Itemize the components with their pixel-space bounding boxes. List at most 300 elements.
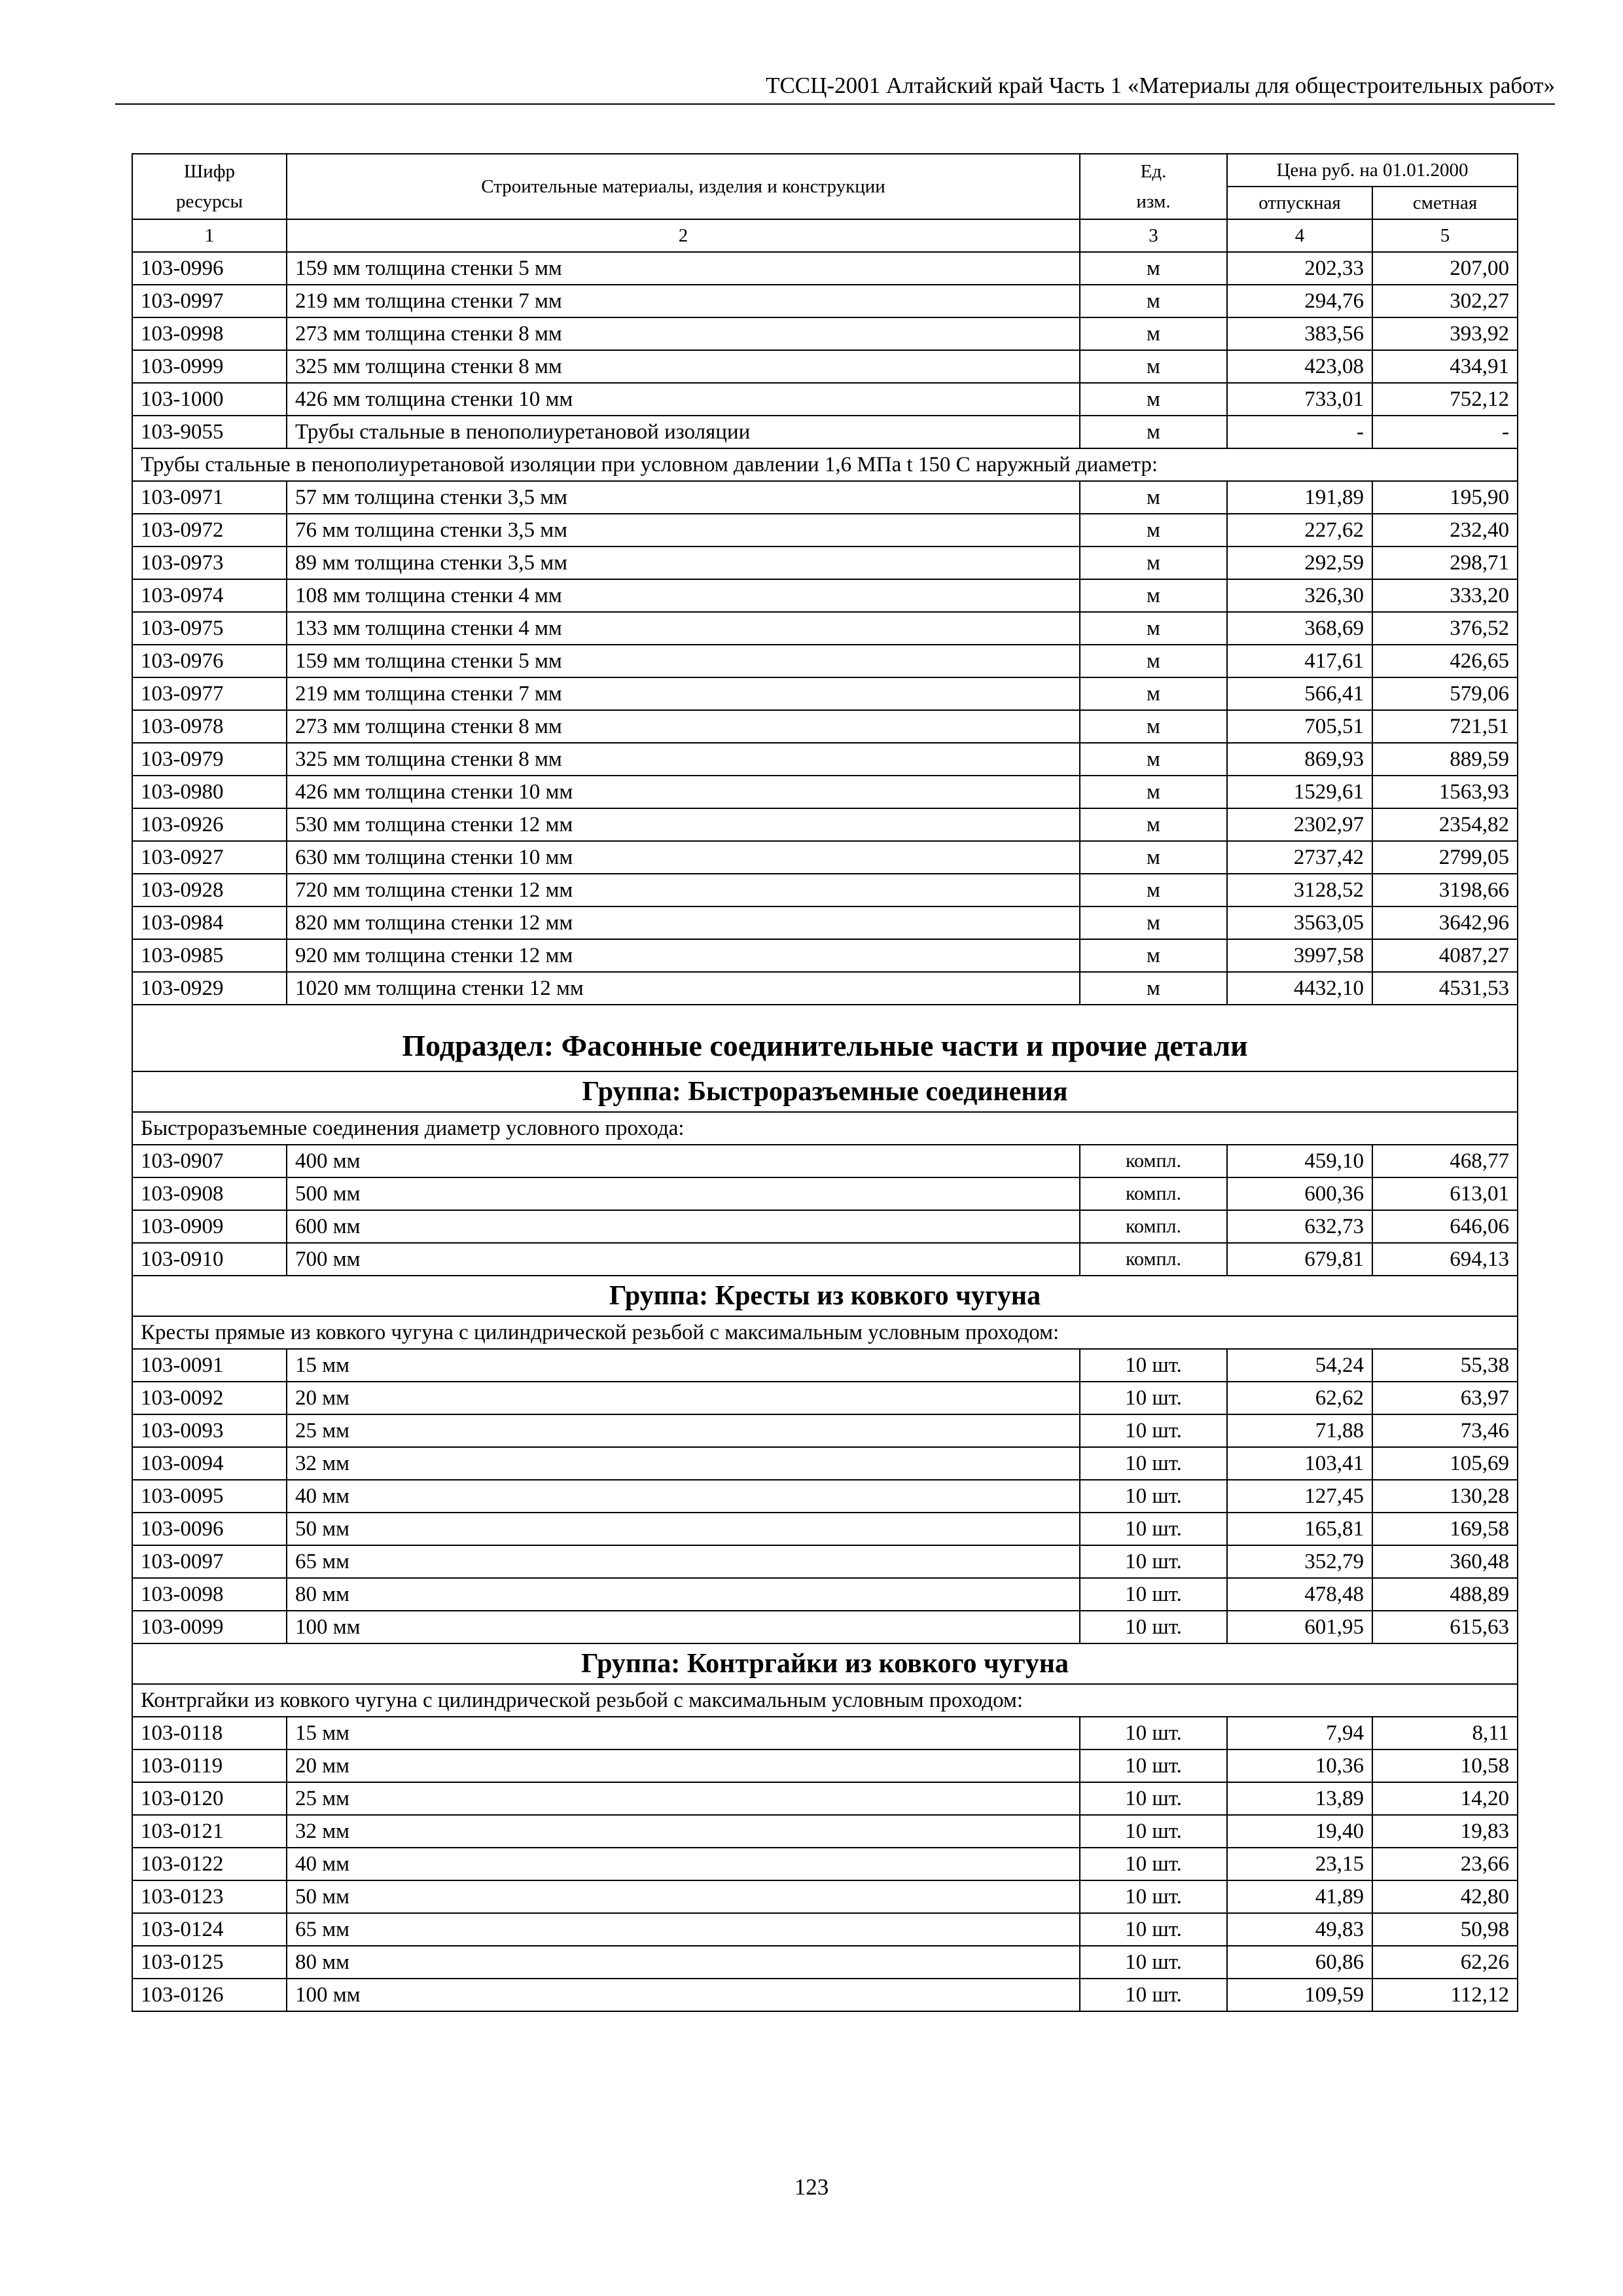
- price-estimate: 232,40: [1372, 514, 1518, 547]
- price-release: 13,89: [1227, 1782, 1372, 1815]
- note-row: [132, 1316, 1518, 1349]
- resource-code: 103-0095: [132, 1480, 287, 1513]
- price-estimate: 579,06: [1372, 677, 1518, 710]
- table-row: [132, 1210, 1518, 1243]
- resource-code: 103-0977: [132, 677, 287, 710]
- resource-code: 103-0996: [132, 252, 287, 285]
- unit: м: [1080, 743, 1227, 776]
- resource-code: 103-0119: [132, 1749, 287, 1782]
- resource-code: 103-0927: [132, 841, 287, 874]
- price-estimate: 2354,82: [1372, 808, 1518, 841]
- table-row: [132, 1611, 1518, 1643]
- header-unit: [1080, 154, 1227, 219]
- resource-code: 103-0096: [132, 1513, 287, 1545]
- price-estimate: 3642,96: [1372, 906, 1518, 939]
- resource-code: 103-0124: [132, 1913, 287, 1946]
- material-name: 25 мм: [287, 1414, 1080, 1447]
- unit: м: [1080, 416, 1227, 448]
- resource-code: 103-0122: [132, 1848, 287, 1880]
- price-release: 227,62: [1227, 514, 1372, 547]
- resource-code: 103-0092: [132, 1382, 287, 1414]
- unit: компл.: [1080, 1177, 1227, 1210]
- price-estimate: 752,12: [1372, 383, 1518, 416]
- unit: м: [1080, 285, 1227, 317]
- price-release: 191,89: [1227, 481, 1372, 514]
- price-release: 2302,97: [1227, 808, 1372, 841]
- price-release: 2737,42: [1227, 841, 1372, 874]
- table-row: [132, 939, 1518, 972]
- material-name: 426 мм толщина стенки 10 мм: [287, 776, 1080, 808]
- unit: м: [1080, 481, 1227, 514]
- table-row: [132, 743, 1518, 776]
- price-estimate: 55,38: [1372, 1349, 1518, 1382]
- table-row: [132, 481, 1518, 514]
- price-release: 368,69: [1227, 612, 1372, 645]
- table-row: [132, 1848, 1518, 1880]
- group-row: [132, 1276, 1518, 1316]
- table-row: [132, 1880, 1518, 1913]
- table-row: [132, 547, 1518, 579]
- resource-code: 103-0121: [132, 1815, 287, 1848]
- subsection-block: [132, 1005, 1518, 1145]
- material-name: 80 мм: [287, 1946, 1080, 1979]
- price-release: 103,41: [1227, 1447, 1372, 1480]
- resource-code: 103-0973: [132, 547, 287, 579]
- material-name: 530 мм толщина стенки 12 мм: [287, 808, 1080, 841]
- unit: 10 шт.: [1080, 1815, 1227, 1848]
- price-estimate: 721,51: [1372, 710, 1518, 743]
- material-name: 25 мм: [287, 1782, 1080, 1815]
- material-name: 20 мм: [287, 1382, 1080, 1414]
- price-estimate: 4531,53: [1372, 972, 1518, 1005]
- table-row: [132, 972, 1518, 1005]
- group-title: Группа: Кресты из ковкого чугуна: [132, 1276, 1518, 1316]
- resource-code: 103-0909: [132, 1210, 287, 1243]
- table-row: [132, 645, 1518, 677]
- group-row: [132, 1071, 1518, 1112]
- note-row: [132, 1684, 1518, 1717]
- group-row: [132, 1643, 1518, 1684]
- resource-code: 103-0980: [132, 776, 287, 808]
- price-release: 294,76: [1227, 285, 1372, 317]
- material-name: 273 мм толщина стенки 8 мм: [287, 317, 1080, 350]
- price-estimate: 112,12: [1372, 1979, 1518, 2011]
- material-name: 426 мм толщина стенки 10 мм: [287, 383, 1080, 416]
- unit: 10 шт.: [1080, 1545, 1227, 1578]
- table-row: [132, 906, 1518, 939]
- table-row: [132, 1913, 1518, 1946]
- resource-code: 103-0979: [132, 743, 287, 776]
- header-code: [132, 154, 287, 219]
- resource-code: 103-0985: [132, 939, 287, 972]
- resource-code: 103-0094: [132, 1447, 287, 1480]
- resource-code: 103-0926: [132, 808, 287, 841]
- material-name: 273 мм толщина стенки 8 мм: [287, 710, 1080, 743]
- unit: 10 шт.: [1080, 1611, 1227, 1643]
- table-row: [132, 1782, 1518, 1815]
- note-text: Кресты прямые из ковкого чугуна с цилиндрической резьбой с максимальным условным проходом:: [132, 1316, 1518, 1349]
- table-row: [132, 1382, 1518, 1414]
- price-release: 4432,10: [1227, 972, 1372, 1005]
- price-release: 3128,52: [1227, 874, 1372, 906]
- material-name: 32 мм: [287, 1815, 1080, 1848]
- price-release: 632,73: [1227, 1210, 1372, 1243]
- price-release: 733,01: [1227, 383, 1372, 416]
- resource-code: 103-0907: [132, 1145, 287, 1177]
- table-row: [132, 1578, 1518, 1611]
- resource-code: 103-0974: [132, 579, 287, 612]
- price-release: 292,59: [1227, 547, 1372, 579]
- table-row: [132, 317, 1518, 350]
- price-estimate: 434,91: [1372, 350, 1518, 383]
- price-estimate: 130,28: [1372, 1480, 1518, 1513]
- unit: 10 шт.: [1080, 1782, 1227, 1815]
- price-estimate: 488,89: [1372, 1578, 1518, 1611]
- material-name: 219 мм толщина стенки 7 мм: [287, 285, 1080, 317]
- price-estimate: 19,83: [1372, 1815, 1518, 1848]
- price-release: 71,88: [1227, 1414, 1372, 1447]
- unit: м: [1080, 514, 1227, 547]
- price-release: 41,89: [1227, 1880, 1372, 1913]
- unit: м: [1080, 906, 1227, 939]
- table-row: [132, 285, 1518, 317]
- resource-code: 103-0978: [132, 710, 287, 743]
- unit: компл.: [1080, 1210, 1227, 1243]
- unit: м: [1080, 710, 1227, 743]
- price-estimate: 169,58: [1372, 1513, 1518, 1545]
- material-name: 108 мм толщина стенки 4 мм: [287, 579, 1080, 612]
- unit: 10 шт.: [1080, 1513, 1227, 1545]
- price-release: 423,08: [1227, 350, 1372, 383]
- resource-code: 103-0097: [132, 1545, 287, 1578]
- resource-code: 103-0910: [132, 1243, 287, 1276]
- rows-pipes-ppu-a: [132, 252, 1518, 416]
- note-text: Быстроразъемные соединения диаметр условного прохода:: [132, 1112, 1518, 1145]
- unit: 10 шт.: [1080, 1447, 1227, 1480]
- price-estimate: 10,58: [1372, 1749, 1518, 1782]
- table-row: [132, 1513, 1518, 1545]
- price-release: 7,94: [1227, 1717, 1372, 1749]
- unit: 10 шт.: [1080, 1349, 1227, 1382]
- unit: м: [1080, 841, 1227, 874]
- price-estimate: 42,80: [1372, 1880, 1518, 1913]
- table-row: [132, 841, 1518, 874]
- group-crosses-block: [132, 1276, 1518, 1349]
- price-release: 1529,61: [1227, 776, 1372, 808]
- note-row: [132, 1112, 1518, 1145]
- unit: м: [1080, 776, 1227, 808]
- unit: компл.: [1080, 1145, 1227, 1177]
- price-estimate: 302,27: [1372, 285, 1518, 317]
- unit: м: [1080, 383, 1227, 416]
- rows-crosses: [132, 1349, 1518, 1643]
- material-name: 100 мм: [287, 1611, 1080, 1643]
- resource-code: 103-0093: [132, 1414, 287, 1447]
- resource-code: 103-0984: [132, 906, 287, 939]
- resource-code: 103-0971: [132, 481, 287, 514]
- table-row: [132, 1177, 1518, 1210]
- note-row: [132, 448, 1518, 481]
- resource-code: 103-0126: [132, 1979, 287, 2011]
- material-name: 133 мм толщина стенки 4 мм: [287, 612, 1080, 645]
- material-name: 700 мм: [287, 1243, 1080, 1276]
- unit: 10 шт.: [1080, 1717, 1227, 1749]
- price-estimate: 14,20: [1372, 1782, 1518, 1815]
- material-name: 57 мм толщина стенки 3,5 мм: [287, 481, 1080, 514]
- table-row: [132, 383, 1518, 416]
- header-price-estimate: сметная: [1372, 187, 1518, 219]
- material-name: 159 мм толщина стенки 5 мм: [287, 252, 1080, 285]
- price-estimate: 63,97: [1372, 1382, 1518, 1414]
- price-release: 679,81: [1227, 1243, 1372, 1276]
- table-row: [132, 514, 1518, 547]
- table-row: [132, 1349, 1518, 1382]
- column-number: 3: [1080, 219, 1227, 252]
- row-pipes-ppu-header: [132, 416, 1518, 481]
- price-estimate: 1563,93: [1372, 776, 1518, 808]
- resource-code: 103-0999: [132, 350, 287, 383]
- price-release: 127,45: [1227, 1480, 1372, 1513]
- header-price-release: отпускная: [1227, 187, 1372, 219]
- resource-code: 103-0972: [132, 514, 287, 547]
- table-row: [132, 1946, 1518, 1979]
- price-release: 600,36: [1227, 1177, 1372, 1210]
- price-release: 54,24: [1227, 1349, 1372, 1382]
- unit: м: [1080, 972, 1227, 1005]
- rows-pipes-ppu-c: [132, 481, 1518, 1005]
- price-estimate: 615,63: [1372, 1611, 1518, 1643]
- unit: 10 шт.: [1080, 1848, 1227, 1880]
- material-name: 159 мм толщина стенки 5 мм: [287, 645, 1080, 677]
- material-name: 325 мм толщина стенки 8 мм: [287, 743, 1080, 776]
- resource-code: 103-9055: [132, 416, 287, 448]
- table-row: [132, 874, 1518, 906]
- material-name: 219 мм толщина стенки 7 мм: [287, 677, 1080, 710]
- header-rule: [115, 103, 1555, 105]
- table-row: [132, 1717, 1518, 1749]
- price-estimate: 298,71: [1372, 547, 1518, 579]
- page-number: 123: [794, 2174, 829, 2200]
- header-price: Цена руб. на 01.01.2000: [1227, 154, 1518, 187]
- price-estimate: -: [1372, 416, 1518, 448]
- price-release: 3997,58: [1227, 939, 1372, 972]
- table-row: [132, 677, 1518, 710]
- header-code-label: Шифр ресурсы: [176, 161, 243, 212]
- price-estimate: 4087,27: [1372, 939, 1518, 972]
- table-row: [132, 710, 1518, 743]
- price-release: 417,61: [1227, 645, 1372, 677]
- subsection-title: Подраздел: Фасонные соединительные части и прочие детали: [132, 1005, 1518, 1071]
- column-number: 5: [1372, 219, 1518, 252]
- column-number: 1: [132, 219, 287, 252]
- material-name: 32 мм: [287, 1447, 1080, 1480]
- table-row: [132, 252, 1518, 285]
- price-release: 478,48: [1227, 1578, 1372, 1611]
- unit: 10 шт.: [1080, 1578, 1227, 1611]
- price-estimate: 646,06: [1372, 1210, 1518, 1243]
- table-row: [132, 416, 1518, 448]
- price-release: 19,40: [1227, 1815, 1372, 1848]
- price-release: 10,36: [1227, 1749, 1372, 1782]
- price-estimate: 2799,05: [1372, 841, 1518, 874]
- price-estimate: 195,90: [1372, 481, 1518, 514]
- price-estimate: 468,77: [1372, 1145, 1518, 1177]
- resource-code: 103-1000: [132, 383, 287, 416]
- unit: 10 шт.: [1080, 1414, 1227, 1447]
- price-estimate: 62,26: [1372, 1946, 1518, 1979]
- material-name: 89 мм толщина стенки 3,5 мм: [287, 547, 1080, 579]
- material-name: 100 мм: [287, 1979, 1080, 2011]
- unit: компл.: [1080, 1243, 1227, 1276]
- rows-locknuts: [132, 1717, 1518, 2011]
- table-row: [132, 1447, 1518, 1480]
- table-row: [132, 1815, 1518, 1848]
- material-name: 50 мм: [287, 1880, 1080, 1913]
- price-release: -: [1227, 416, 1372, 448]
- price-release: 326,30: [1227, 579, 1372, 612]
- table-row: [132, 350, 1518, 383]
- header-name: Строительные материалы, изделия и конструкции: [287, 154, 1080, 219]
- price-estimate: 23,66: [1372, 1848, 1518, 1880]
- price-estimate: 376,52: [1372, 612, 1518, 645]
- unit: м: [1080, 547, 1227, 579]
- price-release: 869,93: [1227, 743, 1372, 776]
- material-name: 325 мм толщина стенки 8 мм: [287, 350, 1080, 383]
- resource-code: 103-0099: [132, 1611, 287, 1643]
- rows-quick-connect: [132, 1145, 1518, 1276]
- price-release: 60,86: [1227, 1946, 1372, 1979]
- material-name: 630 мм толщина стенки 10 мм: [287, 841, 1080, 874]
- resource-code: 103-0120: [132, 1782, 287, 1815]
- resource-code: 103-0929: [132, 972, 287, 1005]
- material-name: 65 мм: [287, 1545, 1080, 1578]
- price-release: 705,51: [1227, 710, 1372, 743]
- unit: 10 шт.: [1080, 1480, 1227, 1513]
- resource-code: 103-0118: [132, 1717, 287, 1749]
- unit: 10 шт.: [1080, 1979, 1227, 2011]
- material-name: 40 мм: [287, 1848, 1080, 1880]
- header-unit-label: Ед. изм.: [1136, 161, 1171, 212]
- price-release: 202,33: [1227, 252, 1372, 285]
- price-release: 459,10: [1227, 1145, 1372, 1177]
- price-table: [132, 153, 1518, 2012]
- unit: 10 шт.: [1080, 1382, 1227, 1414]
- material-name: 15 мм: [287, 1349, 1080, 1382]
- unit: 10 шт.: [1080, 1749, 1227, 1782]
- material-name: 820 мм толщина стенки 12 мм: [287, 906, 1080, 939]
- unit: м: [1080, 579, 1227, 612]
- resource-code: 103-0098: [132, 1578, 287, 1611]
- price-release: 62,62: [1227, 1382, 1372, 1414]
- price-release: 566,41: [1227, 677, 1372, 710]
- subsection-row: [132, 1005, 1518, 1071]
- table-row: [132, 612, 1518, 645]
- price-release: 23,15: [1227, 1848, 1372, 1880]
- resource-code: 103-0975: [132, 612, 287, 645]
- table-row: [132, 1480, 1518, 1513]
- unit: 10 шт.: [1080, 1913, 1227, 1946]
- material-name: 20 мм: [287, 1749, 1080, 1782]
- unit: м: [1080, 874, 1227, 906]
- price-estimate: 50,98: [1372, 1913, 1518, 1946]
- table-row: [132, 1243, 1518, 1276]
- unit: 10 шт.: [1080, 1880, 1227, 1913]
- price-release: 109,59: [1227, 1979, 1372, 2011]
- material-name: 40 мм: [287, 1480, 1080, 1513]
- note-text: Контргайки из ковкого чугуна с цилиндрической резьбой с максимальным условным проходом:: [132, 1684, 1518, 1717]
- resource-code: 103-0123: [132, 1880, 287, 1913]
- price-release: 49,83: [1227, 1913, 1372, 1946]
- price-estimate: 73,46: [1372, 1414, 1518, 1447]
- unit: м: [1080, 317, 1227, 350]
- price-estimate: 207,00: [1372, 252, 1518, 285]
- column-number-row: [132, 219, 1518, 252]
- price-release: 165,81: [1227, 1513, 1372, 1545]
- price-estimate: 3198,66: [1372, 874, 1518, 906]
- price-estimate: 360,48: [1372, 1545, 1518, 1578]
- material-name: 50 мм: [287, 1513, 1080, 1545]
- table-row: [132, 1749, 1518, 1782]
- material-name: 400 мм: [287, 1145, 1080, 1177]
- resource-code: 103-0908: [132, 1177, 287, 1210]
- material-name: 80 мм: [287, 1578, 1080, 1611]
- table-row: [132, 1545, 1518, 1578]
- unit: 10 шт.: [1080, 1946, 1227, 1979]
- price-estimate: 8,11: [1372, 1717, 1518, 1749]
- table-row: [132, 776, 1518, 808]
- unit: м: [1080, 252, 1227, 285]
- price-release: 352,79: [1227, 1545, 1372, 1578]
- material-name: 920 мм толщина стенки 12 мм: [287, 939, 1080, 972]
- resource-code: 103-0997: [132, 285, 287, 317]
- resource-code: 103-0976: [132, 645, 287, 677]
- table-row: [132, 579, 1518, 612]
- unit: м: [1080, 808, 1227, 841]
- table-row: [132, 1979, 1518, 2011]
- note-text: Трубы стальные в пенополиуретановой изоляции при условном давлении 1,6 МПа t 150 С наружный диаметр:: [132, 448, 1518, 481]
- table-row: [132, 808, 1518, 841]
- resource-code: 103-0998: [132, 317, 287, 350]
- material-name: 65 мм: [287, 1913, 1080, 1946]
- table-row: [132, 1414, 1518, 1447]
- unit: м: [1080, 350, 1227, 383]
- material-name: Трубы стальные в пенополиуретановой изоляции: [287, 416, 1080, 448]
- column-number: 2: [287, 219, 1080, 252]
- material-name: 76 мм толщина стенки 3,5 мм: [287, 514, 1080, 547]
- price-estimate: 613,01: [1372, 1177, 1518, 1210]
- unit: м: [1080, 677, 1227, 710]
- group-title: Группа: Быстроразъемные соединения: [132, 1071, 1518, 1112]
- price-release: 3563,05: [1227, 906, 1372, 939]
- material-name: 600 мм: [287, 1210, 1080, 1243]
- column-number: 4: [1227, 219, 1372, 252]
- resource-code: 103-0928: [132, 874, 287, 906]
- price-estimate: 426,65: [1372, 645, 1518, 677]
- material-name: 720 мм толщина стенки 12 мм: [287, 874, 1080, 906]
- group-title: Группа: Контргайки из ковкого чугуна: [132, 1643, 1518, 1684]
- price-release: 383,56: [1227, 317, 1372, 350]
- resource-code: 103-0125: [132, 1946, 287, 1979]
- material-name: 1020 мм толщина стенки 12 мм: [287, 972, 1080, 1005]
- unit: м: [1080, 612, 1227, 645]
- price-estimate: 889,59: [1372, 743, 1518, 776]
- material-name: 15 мм: [287, 1717, 1080, 1749]
- unit: м: [1080, 939, 1227, 972]
- price-estimate: 393,92: [1372, 317, 1518, 350]
- price-estimate: 694,13: [1372, 1243, 1518, 1276]
- price-release: 601,95: [1227, 1611, 1372, 1643]
- running-title: ТССЦ-2001 Алтайский край Часть 1 «Материалы для общестроительных работ»: [766, 73, 1555, 98]
